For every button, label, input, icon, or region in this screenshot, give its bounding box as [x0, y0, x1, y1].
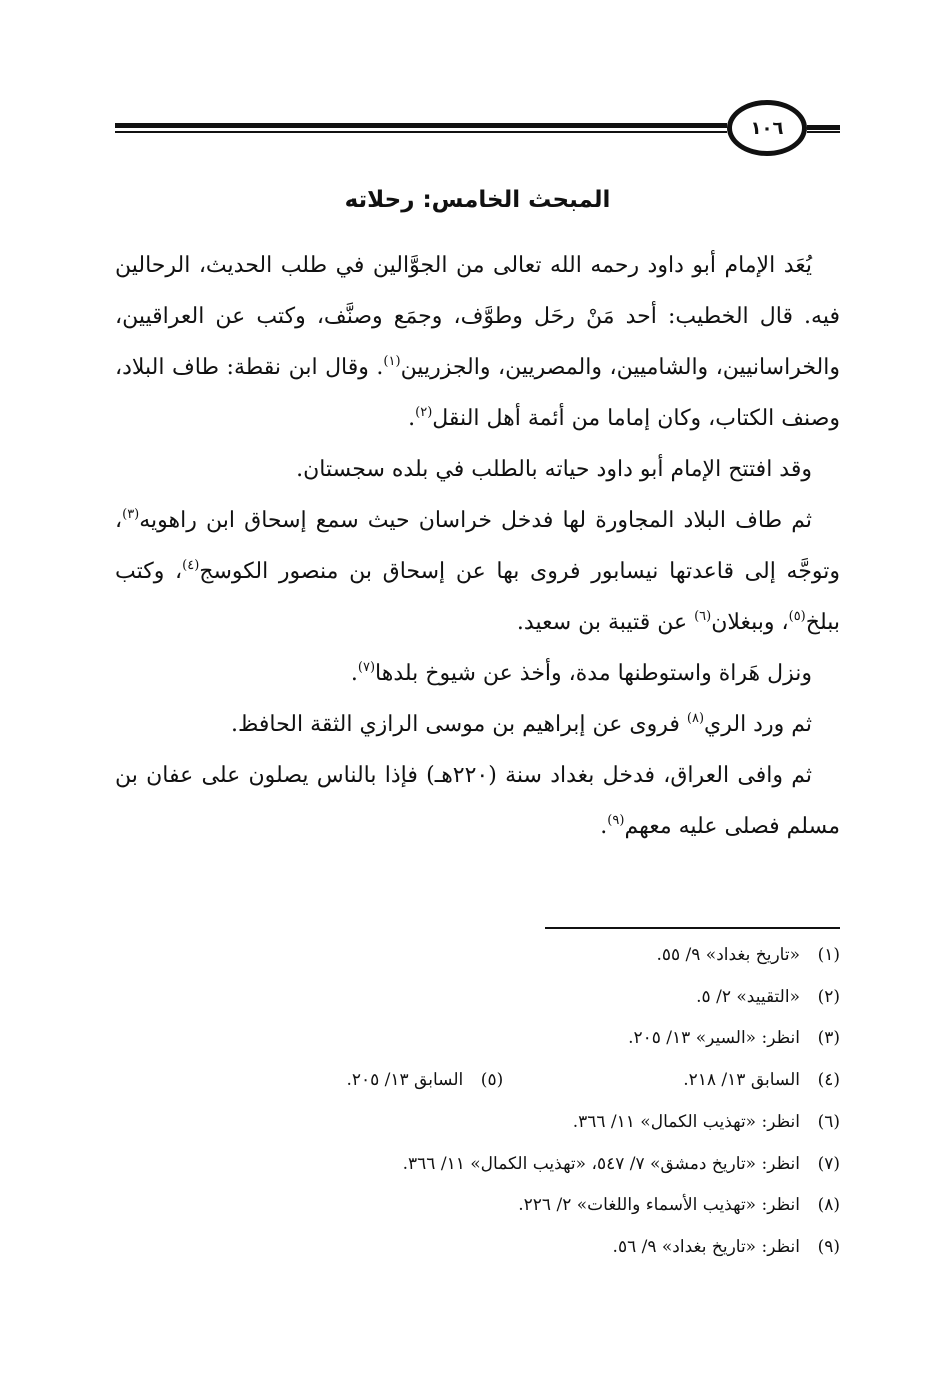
footnote-number: (٩): [817, 1236, 840, 1257]
footnote-ref: (١): [383, 354, 401, 369]
footnote-ref: (٦): [694, 609, 712, 624]
footnote-number: (١): [817, 945, 840, 965]
paragraph-5: [115, 699, 840, 750]
footnote-text: انظر: «تاريخ دمشق» ٧/ ٥٤٧، «تهذيب الكمال» ١١/ ٣٦٦.: [402, 1153, 800, 1174]
header-rule-tail: [807, 125, 840, 130]
paragraph-1: [115, 240, 840, 444]
paragraph-2: وقد افتتح الإمام أبو داود حياته بالطلب في بلده سجستان.: [296, 457, 812, 482]
paragraph-text: ، وتوجَّه إلى قاعدتها نيسابور فروى بها عن إسحاق بن منصور الكوسج: [115, 508, 840, 584]
paragraph-text: ثم ورد الري: [704, 712, 812, 737]
footnote-ref: (٣): [122, 507, 140, 522]
footnote-number: (٤): [817, 1070, 840, 1091]
paragraph-text: عن قتيبة بن سعيد.: [516, 610, 695, 635]
header-rule-thin: [115, 131, 727, 133]
paragraph-4: [115, 648, 840, 699]
footnote-number: (٦): [817, 1111, 840, 1132]
footnote-text: «تاريخ بغداد» ٩/ ٥٥.: [656, 945, 800, 965]
footnote-text: «التقييد» ٢/ ٥.: [696, 986, 800, 1007]
header-rule-tail-thin: [807, 131, 840, 133]
footnote-text: السابق ١٣/ ٢١٨.: [683, 1070, 800, 1091]
paragraph-text: ونزل هَراة واستوطنها مدة، وأخذ عن شيوخ بلدها: [375, 661, 812, 686]
paragraph-text: ثم وافى العراق، فدخل بغداد سنة (٢٢٠هـ) فإذا بالناس يصلون على عفان بن مسلم فصلى عليه معهم: [115, 763, 840, 839]
footnote-number: (٨): [817, 1195, 840, 1216]
footnote: [115, 1227, 840, 1269]
footnote-number: (٢): [817, 986, 840, 1007]
footnote-ref: (٢): [415, 405, 433, 420]
paragraph-text: .: [600, 814, 608, 839]
paragraph-6: [115, 750, 840, 852]
footnote-ref: (٨): [686, 711, 705, 726]
footnote-number: (٣): [817, 1028, 840, 1049]
section-title: المبحث الخامس: رحلاته: [344, 187, 611, 213]
paragraph-text: فروى عن إبراهيم بن موسى الرازي الثقة الحافظ.: [230, 712, 687, 737]
footnote: [115, 1018, 840, 1060]
footnote-ref: (٥): [788, 609, 806, 624]
footnotes-list: [115, 935, 840, 1269]
header-rule-thick: [115, 123, 727, 128]
paragraph-text: ، وببغلان: [711, 610, 789, 635]
footnote-text: انظر: «السير» ١٣/ ٢٠٥.: [628, 1028, 800, 1049]
footnote-ref: (٩): [607, 813, 625, 828]
paragraph-text: يُعَد الإمام أبو داود رحمه الله تعالى من الجوَّالين في طلب الحديث، الرحالين فيه. قال الخطيب: أحد مَنْ رحَل وطوَّف، وجمَع وصنَّف، وكتب عن العراقيين، والخراسانيين، والشاميين، والمصريين، والجزريين: [115, 253, 840, 380]
footnote: [115, 1185, 840, 1227]
footnote: [115, 935, 840, 977]
footnote-separator: [545, 927, 840, 929]
footnote: [115, 1144, 840, 1186]
footnote-second: [346, 1060, 503, 1102]
paragraph-text: .: [350, 661, 358, 686]
footnote: [115, 977, 840, 1019]
paragraph-text: ، وكتب ببلخ: [115, 559, 840, 635]
paragraph-text: . وقال ابن نقطة: طاف البلاد، وصنف الكتاب، وكان إماما من أئمة أهل النقل: [115, 355, 840, 431]
footnote-ref: (٤): [182, 558, 200, 573]
page-header: [115, 100, 840, 156]
footnote-text: انظر: «تهذيب الكمال» ١١/ ٣٦٦.: [572, 1111, 800, 1132]
page-number-badge: [727, 100, 807, 156]
footnote-text: السابق ١٣/ ٢٠٥.: [346, 1070, 464, 1091]
footnote-text: انظر: «تاريخ بغداد» ٩/ ٥٦.: [612, 1236, 800, 1257]
footnote-number: (٥): [480, 1070, 504, 1091]
footnote-text: انظر: «تهذيب الأسماء واللغات» ٢/ ٢٢٦.: [518, 1195, 800, 1216]
page-number: ١٠٦: [750, 117, 784, 139]
paragraph-text: ثم طاف البلاد المجاورة لها فدخل خراسان حيث سمع إسحاق ابن راهويه: [139, 508, 812, 533]
paragraph-text: .: [408, 406, 416, 431]
footnote: [115, 1060, 840, 1102]
paragraph-3: [115, 495, 840, 648]
footnote-number: (٧): [817, 1153, 840, 1174]
footnote-ref: (٧): [357, 660, 376, 675]
main-text: [115, 240, 840, 852]
footnote: [115, 1102, 840, 1144]
